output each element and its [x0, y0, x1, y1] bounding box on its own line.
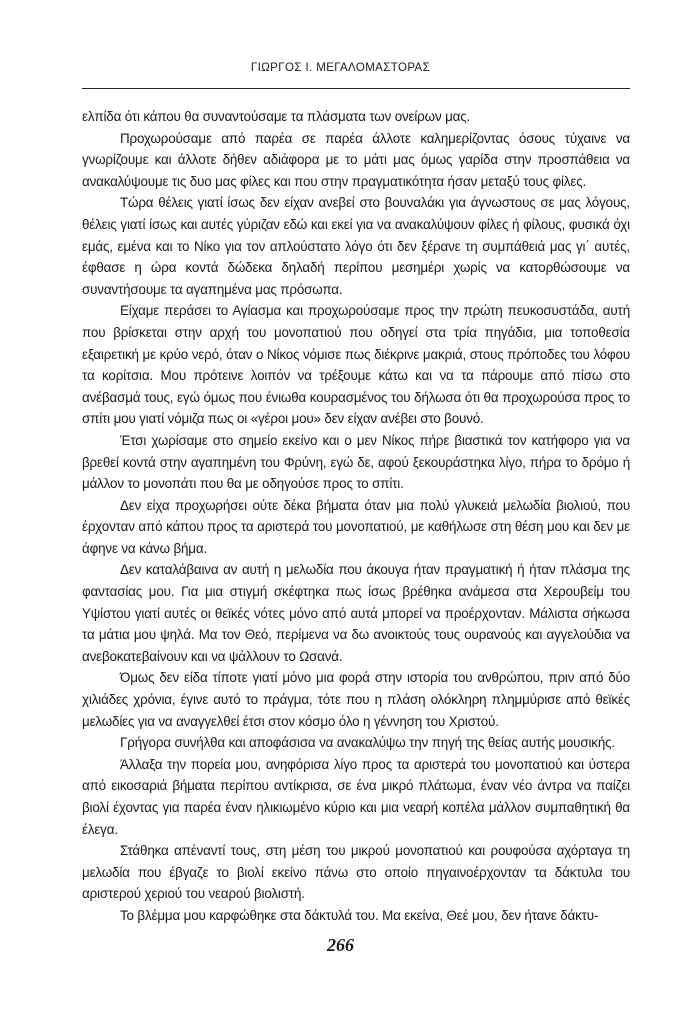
paragraph: Γρήγορα συνήλθα και αποφάσισα να ανακαλύψω την πηγή της θείας αυτής μουσικής.: [120, 735, 616, 751]
paragraph: Προχωρούσαμε από παρέα σε παρέα άλλοτε καλημερίζοντας όσους τύχαινε να γνωρίζουμε και άλλοτε δήθεν αδιάφορα με το μάτι μας όμως γαρίδα στην προσπάθεια να ανακαλύψουμε τις δυο μας φίλες και που στην πραγματικότητα ήσαν μεταξύ τους φίλες.: [82, 130, 630, 189]
paragraph: Στάθηκα απέναντί τους, στη μέση του μικρού μονοπατιού και ρουφούσα αχόρταγα τη μελωδία που έβγαζε το βιολί εκείνο πάνω στο οποίο πηγαινοέρχονταν τα δάκτυλα του αριστερού χεριού του νεαρού βιολιστή.: [82, 843, 630, 902]
running-header: ΓΙΩΡΓΟΣ Ι. ΜΕΓΑΛΟΜΑΣΤΟΡΑΣ: [250, 62, 431, 74]
paragraph: Όμως δεν είδα τίποτε γιατί μόνο μια φορά στην ιστορία του ανθρώπου, πριν από δύο χιλιάδες χρόνια, έγινε αυτό το πράγμα, τότε που η πλάση ολόκληρη πλημμύρισε από θεϊκές μελωδίες για να αναγγελθεί έτσι στον κόσμο όλο η γέννηση του Χριστού.: [82, 670, 630, 729]
paragraph: Άλλαξα την πορεία μου, ανηφόρισα λίγο προς τα αριστερά του μονοπατιού και ύστερα από εικοσαριά βήματα περίπου αντίκρισα, σε ένα μικρό πλάτωμα, έναν νέο άντρα να παίζει βιολί έχοντας για παρέα έναν ηλικιωμένο κύριο και μια νεαρή κοπέλα μάλλον συμπαθητική θα έλεγα.: [82, 756, 630, 837]
paragraph: Το βλέμμα μου καρφώθηκε στα δάκτυλά του. Μα εκείνα, Θεέ μου, δεν ήτανε δάκτυ-: [120, 907, 599, 923]
paragraph: Δεν καταλάβαινα αν αυτή η μελωδία που άκουγα ήταν πραγματική ή ήταν πλάσμα της φαντασίας μου. Για μια στιγμή σκέφτηκα πως ίσως βρέθηκα ανάμεσα στα Χερουβείμ του Υψίστου γιατί αυτές οι θεϊκές νότες μόνο από αυτά μπορεί να προέρχονταν. Μάλιστα σήκωσα τα μάτια μου ψηλά. Μα τον Θεό, περίμενα να δω ανοικτούς τους ουρανούς και αγγελούδια να ανεβοκατεβαίνουν και να ψάλλουν το Ωσανά.: [82, 562, 630, 664]
header-rule: [82, 88, 630, 89]
paragraph: Έτσι χωρίσαμε στο σημείο εκείνο και ο μεν Νίκος πήρε βιαστικά τον κατήφορο για να βρεθεί κοντά στην αγαπημένη του Φρύνη, εγώ δε, αφού ξεκουράστηκα λίγο, πήρα το δρόμο ή μάλλον το μονοπάτι που θα με οδηγούσε προς το σπίτι.: [82, 432, 630, 492]
paragraph: Τώρα θέλεις γιατί ίσως δεν είχαν ανεβεί στο βουναλάκι για άγνωστους σε μας λόγους, θέλεις γιατί ίσως και αυτές γύριζαν εδώ και εκεί για να ανακαλύψουν φίλες ή φίλους, φυσικά όχι εμάς, εμένα και το Νίκο για τον απλούστατο λόγο ότι δεν ξέρανε τη συμπάθειά μας γι΄ αυτές, έφθασε η ώρα κοντά δώδεκα δηλαδή περίπου μεσημέρι χωρίς να κατορθώσουμε να συναντήσουμε τα αγαπημένα μας πρόσωπα.: [82, 195, 630, 297]
paragraph: Είχαμε περάσει το Αγίασμα και προχωρούσαμε προς την πρώτη πευκοσυστάδα, αυτή που βρίσκεται στην αρχή του μονοπατιού που οδηγεί στα τρία πηγάδια, μια τοποθεσία εξαιρετική με κρύο νερό, όταν ο Νίκος νόμισε πως διέκρινε μακριά, στους πρόποδες του λόφου τα κορίτσια. Μου πρότεινε λοιπόν να τρέξουμε κάτω και να τα πάρουμε από πίσω στο ανέβασμά τους, εγώ όμως που ένιωθα κουρασμένος του δήλωσα ότι θα προχωρούσα προς το σπίτι μου γιατί νόμιζα πως οι «γέροι μου» δεν είχαν ανέβει στο βουνό.: [82, 303, 630, 427]
page-body: [82, 106, 630, 927]
page-number: 266: [327, 935, 354, 955]
paragraph: ελπίδα ότι κάπου θα συναντούσαμε τα πλάσματα των ονείρων μας.: [82, 109, 471, 124]
paragraph: Δεν είχα προχωρήσει ούτε δέκα βήματα όταν μια πολύ γλυκειά μελωδία βιολιού, που έρχονταν από κάπου προς τα αριστερά του μονοπατιού, με καθήλωσε στη θέση μου και δεν με άφηνε να κάνω βήμα.: [82, 497, 630, 556]
